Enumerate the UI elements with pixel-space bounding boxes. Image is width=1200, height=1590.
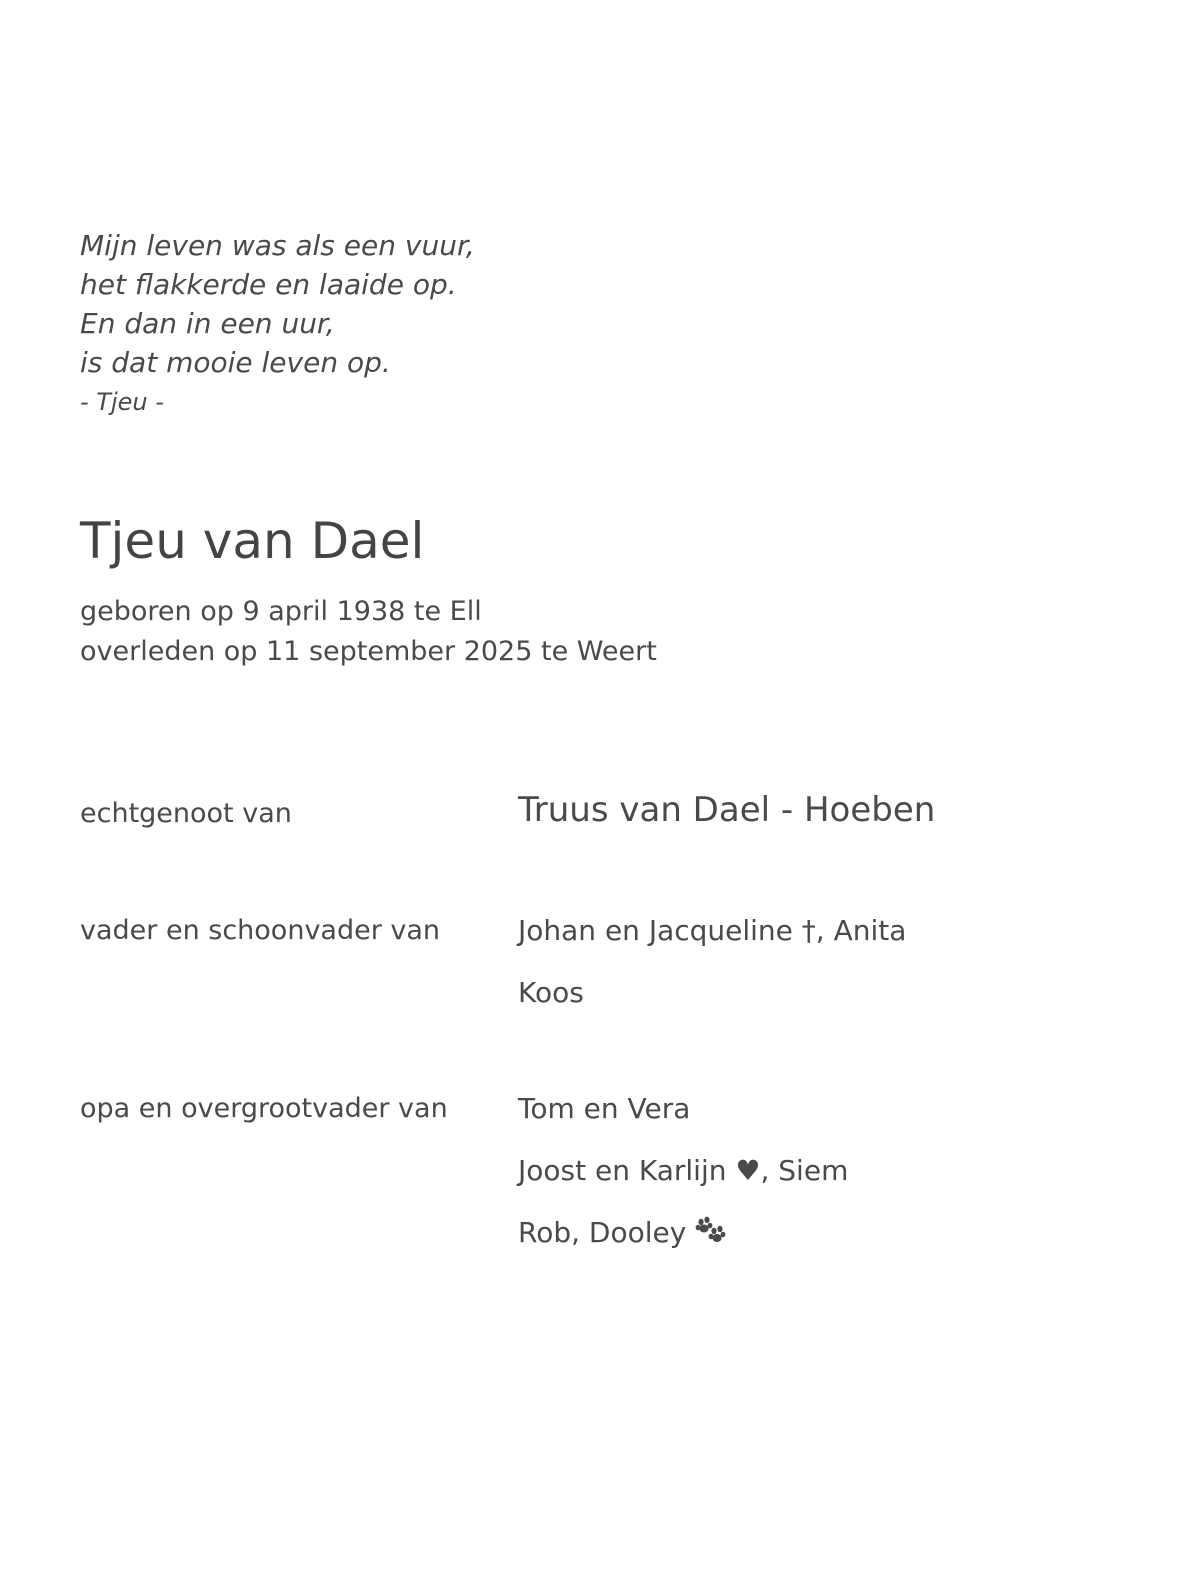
spouse-label: echtgenoot van (80, 798, 292, 829)
poem-author: - Tjeu - (80, 388, 164, 416)
deceased-name: Tjeu van Dael (80, 512, 425, 570)
children-line: Johan en Jacqueline †, Anita (518, 914, 907, 947)
grandchildren-line: Tom en Vera (518, 1092, 691, 1125)
children-line: Koos (518, 976, 584, 1009)
paw-prints-icon (694, 1216, 728, 1246)
life-dates (80, 592, 657, 672)
poem-line: is dat mooie leven op. (80, 346, 391, 379)
grandchildren-label: opa en overgrootvader van (80, 1093, 448, 1124)
death-date: overleden op 11 september 2025 te Weert (80, 636, 657, 667)
spouse-name: Truus van Dael - Hoeben (518, 790, 936, 830)
poem-line: En dan in een uur, (80, 307, 335, 340)
children-label: vader en schoonvader van (80, 915, 441, 946)
poem-line: Mijn leven was als een vuur, (80, 229, 475, 262)
grandchildren-line: Joost en Karlijn ♥, Siem (518, 1154, 849, 1187)
grandchildren-line-last (518, 1213, 728, 1253)
poem-line: het flakkerde en laaide op. (80, 268, 457, 301)
birth-date: geboren op 9 april 1938 te Ell (80, 596, 482, 627)
poem (80, 226, 780, 422)
grandchildren-line: Rob, Dooley (518, 1216, 687, 1249)
